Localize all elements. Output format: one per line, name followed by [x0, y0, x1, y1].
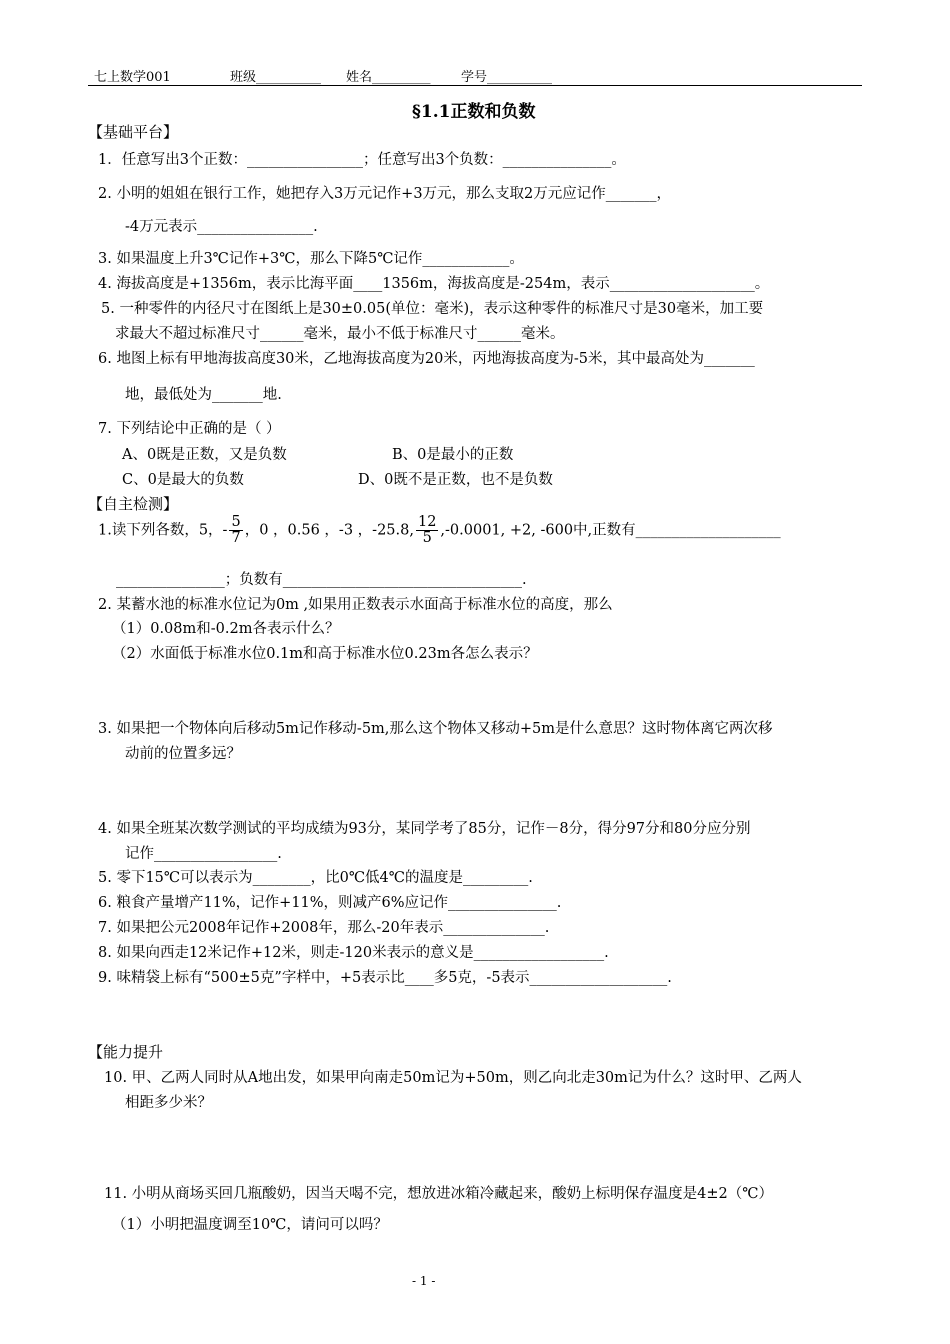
page-title: §1.1正数和负数 [412, 102, 536, 122]
self-check-q1-line2: _______________；负数有_________________________________. [116, 572, 527, 588]
self-check-q8: 8. 如果向西走12米记作+12米，则走-120米表示的意义是__________________. [98, 945, 609, 961]
header-id-field: 学号__________ [461, 70, 553, 85]
self-check-q3-line2: 动前的位置多远？ [125, 746, 241, 762]
basic-q7: 7. 下列结论中正确的是（ ） [98, 421, 281, 437]
self-check-q9: 9. 味精袋上标有“500±5克”字样中，+5表示比____多5克，-5表示___________________. [98, 970, 672, 986]
basic-q7-option-b: B、0是最小的正数 [392, 447, 514, 463]
basic-q4: 4. 海拔高度是+1356m，表示比海平面____1356m，海拔高度是-254m，表示____________________。 [98, 276, 770, 292]
basic-q7-option-a: A、0既是正数，又是负数 [122, 447, 287, 463]
header-class-field: 班级__________ [230, 70, 322, 85]
section-self-check-heading: 【自主检测】 [88, 495, 179, 513]
self-check-q1-line1 [98, 515, 781, 546]
self-check-q1-middle: ，0 ，0.56 ，-3 ，-25.8, [244, 522, 414, 539]
self-check-q1-prefix: 1.读下列各数，5，- [98, 522, 228, 539]
self-check-q3-line1: 3. 如果把一个物体向后移动5m记作移动-5m,那么这个物体又移动+5m是什么意思？这时物体离它两次移 [98, 721, 773, 737]
self-check-q4-line1: 4. 如果全班某次数学测试的平均成绩为93分，某同学考了85分，记作－8分，得分97分和80分应分别 [98, 821, 751, 837]
fraction-denominator: 7 [231, 530, 241, 547]
header-course: 七上数学001 [94, 70, 171, 85]
ability-q11: 11. 小明从商场买回几瓶酸奶，因当天喝不完，想放进冰箱冷藏起来，酸奶上标明保存温度是4±2（℃） [104, 1186, 773, 1202]
basic-q5-line1: 5. 一种零件的内径尺寸在图纸上是30±0.05(单位：毫米)，表示这种零件的标准尺寸是30毫米，加工要 [101, 301, 764, 317]
ability-q10-line2: 相距多少米？ [125, 1095, 212, 1111]
self-check-q5: 5. 零下15℃可以表示为________，比0℃低4℃的温度是_________. [98, 870, 533, 886]
basic-q6-line2: 地，最低处为_______地. [125, 387, 282, 403]
header-rule [88, 85, 862, 86]
self-check-q6: 6. 粮食产量增产11%，记作+11%，则减产6%应记作_______________. [98, 895, 562, 911]
basic-q3: 3. 如果温度上升3℃记作+3℃，那么下降5℃记作____________。 [98, 251, 524, 267]
ability-q11-part1: （1）小明把温度调至10℃，请问可以吗？ [112, 1217, 388, 1233]
fraction-denominator: 5 [422, 530, 432, 547]
section-ability-heading: 【能力提升 [88, 1043, 164, 1061]
fraction-five-sevenths [229, 515, 242, 546]
basic-q7-option-d: D、0既不是正数，也不是负数 [358, 472, 553, 488]
section-basic-heading: 【基础平台】 [88, 123, 179, 141]
basic-q7-option-c: C、0是最大的负数 [122, 472, 244, 488]
self-check-q7: 7. 如果把公元2008年记作+2008年，那么-20年表示______________. [98, 920, 550, 936]
basic-q5-line2: 求最大不超过标准尺寸______毫米，最小不低于标准尺寸______毫米。 [115, 326, 565, 342]
self-check-q2: 2. 某蓄水池的标准水位记为0m ,如果用正数表示水面高于标准水位的高度，那么 [98, 597, 613, 613]
basic-q1: 1．任意写出3个正数：________________；任意写出3个负数：_______________。 [98, 152, 626, 168]
header-name-field: 姓名_________ [346, 70, 431, 85]
self-check-q1-suffix: ,-0.0001, +2, -600中,正数有____________________ [440, 522, 781, 539]
basic-q2-line1: 2. 小明的姐姐在银行工作，她把存入3万元记作+3万元，那么支取2万元应记作_______， [98, 186, 672, 202]
basic-q6-line1: 6. 地图上标有甲地海拔高度30米，乙地海拔高度为20米，丙地海拔高度为-5米，其中最高处为_______ [98, 351, 755, 367]
self-check-q2-part2: （2）水面低于标准水位0.1m和高于标准水位0.23m各怎么表示？ [112, 646, 538, 662]
basic-q2-line2: -4万元表示________________. [125, 219, 318, 235]
ability-q10-line1: 10. 甲、乙两人同时从A地出发，如果甲向南走50m记为+50m，则乙向北走30m记为什么？这时甲、乙两人 [104, 1070, 802, 1086]
page-number: - 1 - [412, 1274, 436, 1288]
self-check-q2-part1: （1）0.08m和-0.2m各表示什么？ [112, 621, 340, 637]
fraction-twelve-fifths [416, 515, 438, 546]
fraction-numerator: 12 [417, 514, 437, 530]
self-check-q4-line2: 记作_________________. [125, 846, 282, 862]
fraction-numerator: 5 [231, 514, 241, 530]
